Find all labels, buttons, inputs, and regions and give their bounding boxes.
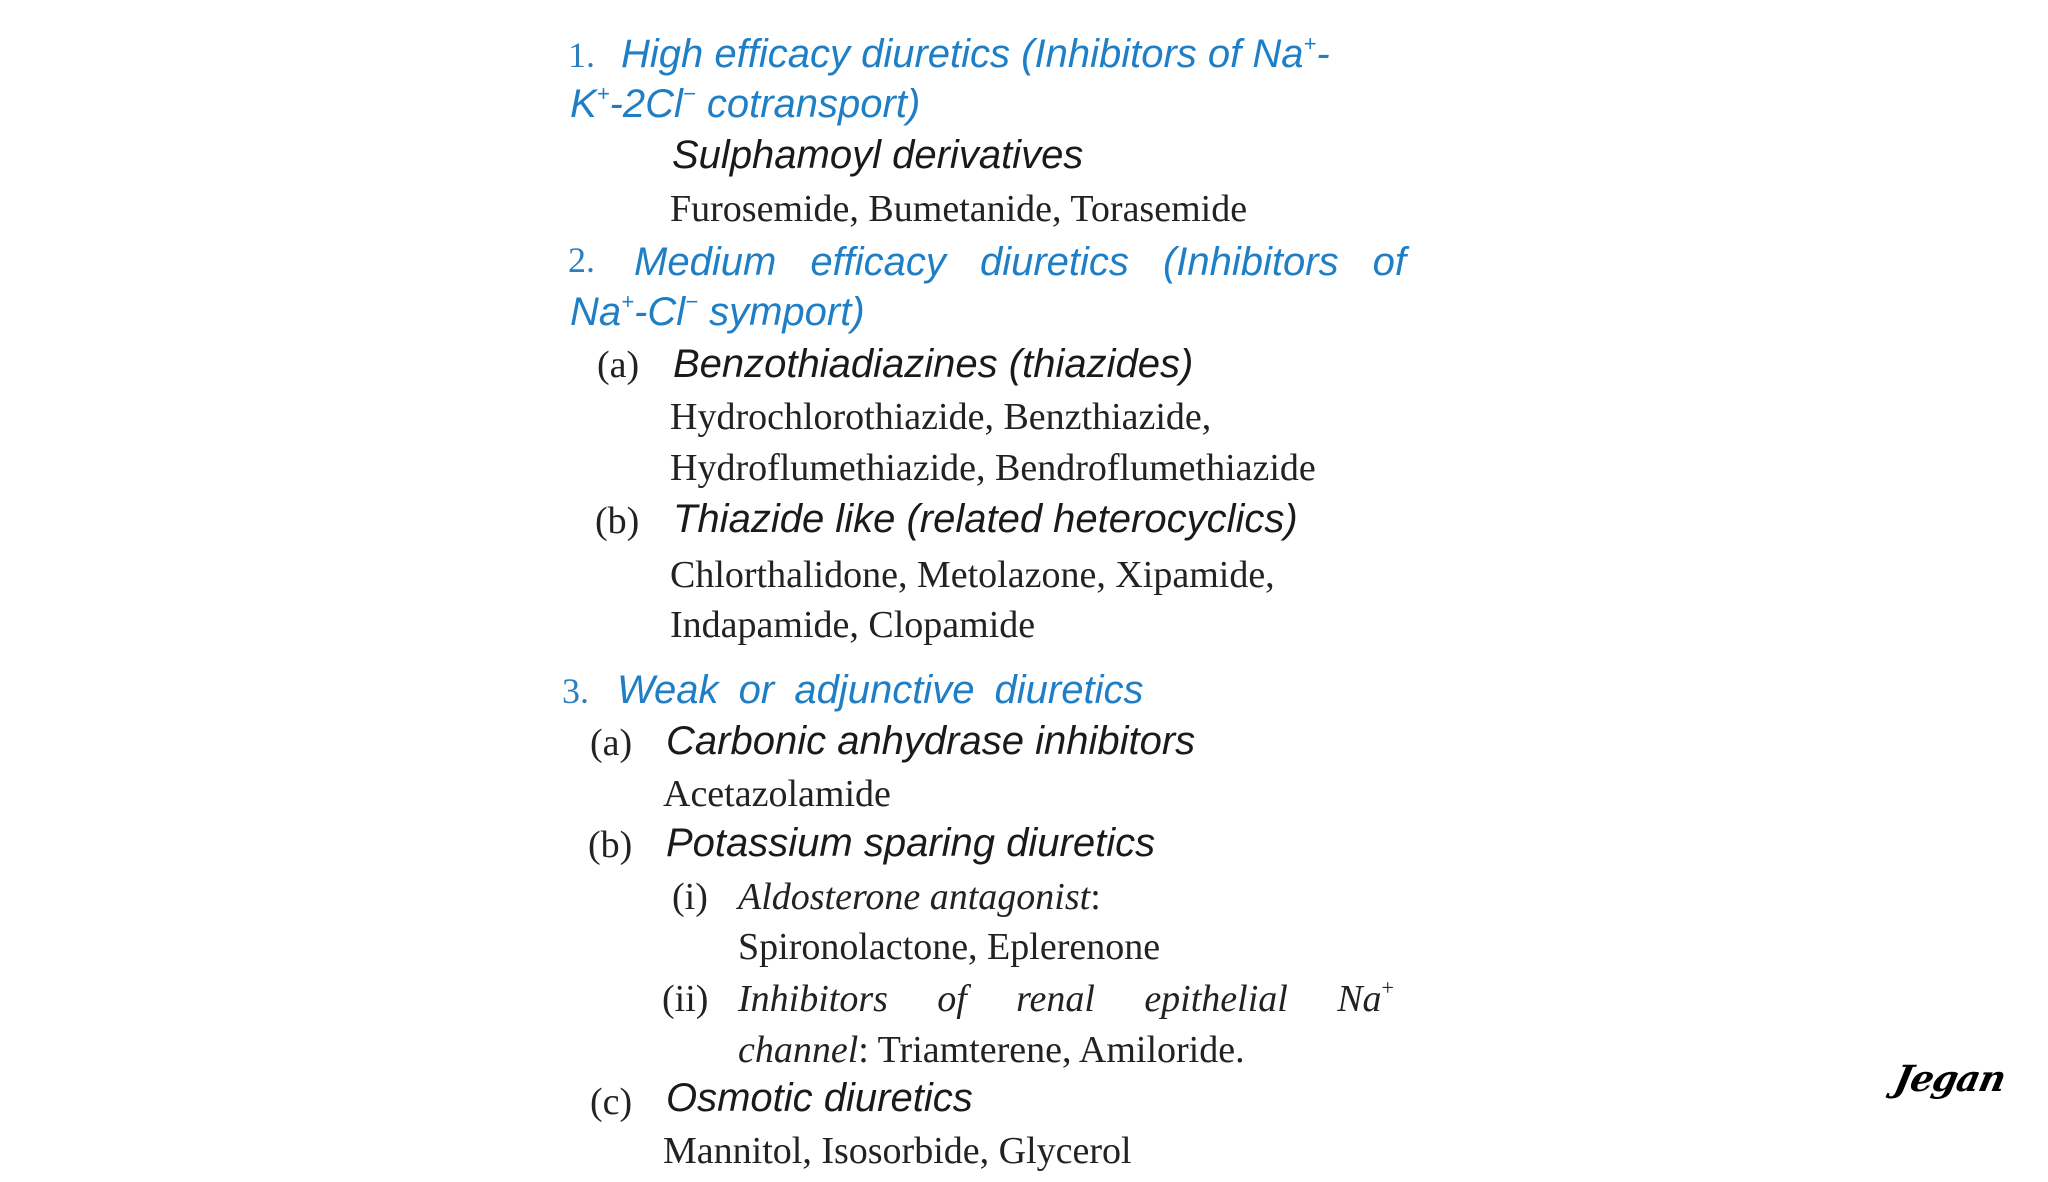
section-heading: symport) — [697, 290, 865, 334]
title-word: Inhibitors — [738, 978, 888, 1020]
item-title: Benzothiadiazines (thiazides) — [673, 342, 1194, 386]
sub-item-title-text: channel — [738, 1029, 859, 1071]
punctuation: : — [1090, 876, 1101, 918]
superscript: − — [682, 81, 696, 106]
section-heading: -Cl — [634, 290, 686, 334]
section-1-heading-line-2 — [570, 81, 921, 126]
heading-word: (Inhibitors — [1162, 240, 1339, 284]
title-word: Na — [1337, 978, 1382, 1020]
superscript: + — [1303, 31, 1317, 56]
heading-word: diuretics — [979, 240, 1129, 284]
drug-list: Indapamide, Clopamide — [670, 604, 1036, 646]
section-number: 2. — [568, 240, 595, 280]
heading-word: Medium — [634, 240, 777, 284]
section-number: 3. — [562, 671, 589, 711]
sub-item-label: (ii) — [662, 978, 709, 1020]
sub-item-title — [738, 878, 1101, 916]
punctuation: : — [858, 1029, 869, 1071]
item-title: Osmotic diuretics — [666, 1076, 973, 1120]
section-heading: Weak or adjunctive diuretics — [617, 668, 1144, 712]
drug-list: Chlorthalidone, Metolazone, Xipamide, — [670, 554, 1275, 596]
drug-list: Acetazolamide — [663, 773, 891, 815]
author-signature: Jegan — [1890, 1058, 2010, 1100]
section-heading: Na — [570, 290, 622, 334]
drug-list: Hydroflumethiazide, Bendroflumethiazide — [670, 447, 1316, 489]
title-word: epithelial — [1144, 978, 1288, 1020]
sub-item-title-line-1 — [738, 975, 1394, 1020]
item-label: (b) — [595, 500, 640, 542]
drug-list: Furosemide, Bumetanide, Torasemide — [670, 188, 1248, 230]
heading-word: of — [1372, 240, 1406, 284]
item-label: (c) — [590, 1081, 633, 1123]
sub-item-label: (i) — [672, 876, 708, 918]
section-heading: High efficacy diuretics (Inhibitors of Na — [621, 32, 1304, 76]
section-2-heading-line-2 — [570, 289, 865, 334]
title-word: of — [937, 978, 967, 1020]
sub-item-title-line-2 — [738, 1031, 1245, 1069]
section-heading: K — [570, 82, 597, 126]
section-3-heading — [562, 670, 1144, 710]
drug-list: Mannitol, Isosorbide, Glycerol — [663, 1130, 1132, 1172]
drug-list: Triamterene, Amiloride. — [868, 1029, 1245, 1071]
superscript: + — [1381, 975, 1394, 1000]
superscript: + — [621, 289, 634, 314]
section-heading: cotransport) — [695, 82, 921, 126]
section-heading: -2Cl — [609, 82, 683, 126]
drug-list: Hydrochlorothiazide, Benzthiazide, — [670, 396, 1212, 438]
superscript: + — [596, 81, 610, 106]
sub-heading: Sulphamoyl derivatives — [672, 133, 1084, 177]
drug-list: Spironolactone, Eplerenone — [738, 926, 1161, 968]
section-heading: - — [1316, 32, 1330, 76]
item-label: (a) — [590, 722, 633, 764]
item-title: Thiazide like (related heterocyclics) — [673, 497, 1298, 541]
item-label: (a) — [597, 344, 640, 386]
superscript: − — [685, 289, 698, 314]
item-title: Potassium sparing diuretics — [666, 821, 1156, 865]
item-label: (b) — [588, 824, 633, 866]
heading-word: efficacy — [810, 240, 946, 284]
title-word: renal — [1016, 978, 1095, 1020]
item-title: Carbonic anhydrase inhibitors — [666, 719, 1196, 763]
sub-item-title-text: Aldosterone antagonist — [738, 876, 1091, 918]
section-number: 1. — [568, 35, 595, 75]
section-1-heading-line-1 — [568, 31, 1330, 76]
